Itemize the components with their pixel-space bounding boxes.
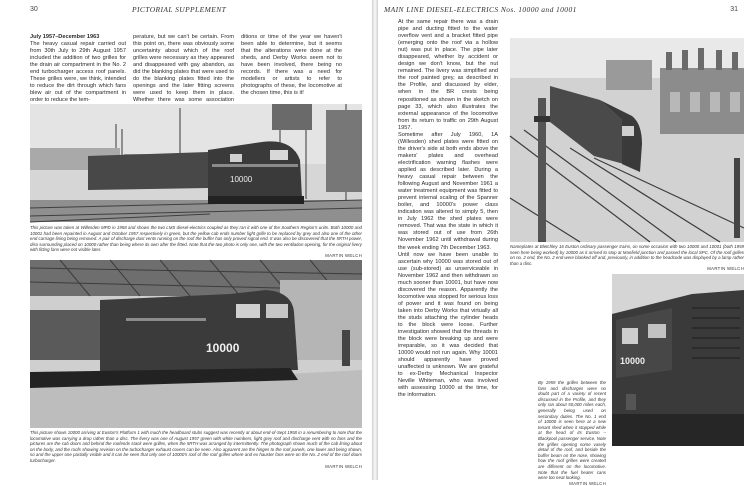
page-number-right: 31 bbox=[730, 6, 738, 13]
photo-bletchley bbox=[510, 38, 744, 242]
caption-euston-text: This picture shows 10000 arriving at Euston's Platform 1 with much the headboard stubs suggest was recently at about end-of-Sept 1958 in a renumbering to note that the locomotive was carrying a drop rather than a disc. The livery was one of August 1957 green with white numbers, light grey roof and discharge vent with no fans and the pictures are the cab doors and behind the roofends stack were grilles, when the 5RTH was arranged by intermittently. The photograph shows much of the cab lining about on the body, and the roofs showing revision on the turbocharger exhaust covers can be seen. Also apparent are the hinges to the roof panels, one lower and being shown, so and the upper one partially visible and it can be seen that only one of 10000's roof of the roof grilles where and ex hauster fans were on the No. 2 end of the roof doors turbocharger. bbox=[30, 430, 362, 463]
photo-willesden bbox=[30, 104, 362, 222]
running-head-left: PICTORIAL SUPPLEMENT bbox=[132, 5, 227, 14]
loco-number-label: 10000 bbox=[206, 341, 240, 355]
caption-willesden-text: This picture was taken at Willesden MPD in 1958 and shows the two LMS diesel-electrics coupled as they ran it with one of the Southern Region's units. Both 10000 and 10001 had been repainted in August and October 1957 respectively in green, but the yellow cab ends number light grille to be replaced by grey and also one of the other end carriage lining being removed. A pair of discharge dust vents running on the roof the buffer has only proved signal end. It was also be discovered that the 5RTH power, diso surrounding placed on 10000 rather than being where its own after the fitted. Note that the two photo is only one, with the two ventilation opening, for the original livery with fitting fans were not visible later. bbox=[30, 225, 362, 253]
photo-credit-4: MARTIN WELCH bbox=[569, 480, 606, 486]
text-column-3: ditions or time of the year we haven't been able to determine, but it seems that the alterations were done at the sheds, and Derby Works seem not to have been involved, there being no records. If there was a need for modellers or artists to refer to photographs of these, the locomotive at the chosen time, this is it! bbox=[241, 34, 342, 97]
loco-number-label: 10000 bbox=[620, 356, 646, 366]
loco-number-label: 10000 bbox=[230, 175, 253, 184]
right-page bbox=[378, 0, 750, 486]
caption-bletchley bbox=[510, 244, 744, 272]
caption-no1-end-text: By 1959 the grilles between the fans and discharges were no doubt part of a variety of recent discussed in the Profile, and they only ran about 50,000 miles each, generally being used on secondary duties. The No. 1 end of 10000 is seen here at a new tenant shed when it stopped while at the head of its Euston – Blackpool passenger service. Note the grilles opening some vasely detail of the roof, and beside the buffer beam on the nose, showing how the roof grilles were created are different on the locomotive. Note that the fuel heater cans were too neat looking. bbox=[538, 380, 606, 481]
col1-text: The heavy casual repair carried out from 30th July to 29th August 1957 included the addition of two grilles for the drain air compartment in the No. 2 end turbocharger access roof panels. These grilles were, we think, intended to reduce the dirt through which fans blew air out of the compartment in order to reduce the tem- bbox=[30, 41, 126, 104]
caption-no1-end bbox=[538, 380, 606, 486]
caption-euston bbox=[30, 430, 362, 476]
left-page bbox=[0, 0, 372, 480]
running-head-right: MAIN LINE DIESEL-ELECTRICS Nos. 10000 and 10001 bbox=[384, 5, 577, 14]
photo-no1-end bbox=[612, 274, 744, 446]
photo-euston bbox=[30, 260, 362, 428]
caption-bletchley-text: Nameplates at Bletchley 16 Euston ordinary passenger trains, on some occasion with two 10000 and 10001 (both 1959 seen here being worked) by 10000 as it arrived to stop at Manfield junction and passed the local SPC. Of the roof grilles on no. 2 end, the No. 2 end were blanked off and, previously, in addition to the headcode was displayed by a lamp rather than a disc. bbox=[510, 244, 744, 266]
text-column-1 bbox=[30, 34, 126, 110]
photo-credit-2: MARTIN WELCH bbox=[325, 463, 362, 469]
text-column-right: At the same repair there was a drain pipe and ducting fitted to the water overflow vent and a bracket fitted pipe (emerging onto the roof via a hollow nut) was put in place. The pipe later disappeared, whether by accident or design we don't know, but the nut remained. The livery was simplified and the roof painted grey, as described in the Profile, and discussed by elder, when in the BR crests being repositioned as shown in the sketch on page 33, which also illustrates the external appearance of the locomotive from its return to traffic on 29th August 1957. Sometime after July 1960, 1A (Willesden) shed plates were fitted on the driver's side at both ends above the makers' plates and overhead electrification warning flashes were applied as described later. During a heavy casual repair between the following August and November 1961 a water treatment equipment was fitted to prevent internal scaling of the Spanner boiler, and 10000's power class indication was altered to simply 5, then in July 1962 the shed plates were removed. That was the state in which it was stored out of use from 26th November 1962 until withdrawal during the week ending 7th December 1963. Until now we have been unable to ascertain why 10000 was stored out of use (sub-stored) as unserviceable in November 1962 and then withdrawn so much sooner than 10001, but have now discovered the reason. Apparently the locomotive was stopped for serious loss of power and it was found on being taken into Derby Works that virtually all the studs attaching the cylinder heads to the block were loose. Further investigation showed that the threads in the block were breaking up and were irreparable, so it was decided that 10000 would not run again. Why 10001 should apparently have proved unaffected is unknown. We are grateful to ex-Derby Mechanical Inspector Neville Whiteman, who was involved with assessing 10000 at the time, for the information. bbox=[398, 19, 498, 399]
page-number-left: 30 bbox=[30, 6, 38, 13]
photo-credit-1: MARTIN WELCH bbox=[325, 252, 362, 258]
photo-credit-3: MARTIN WELCH bbox=[707, 266, 744, 272]
section-heading: July 1957–December 1963 bbox=[30, 34, 100, 40]
caption-willesden bbox=[30, 225, 362, 257]
text-column-2: perature, but we can't be certain. From this point on, there was obviously some uncertainty about which of the roof grilles were necessary as they appeared and disappeared with gay abandon, as did the blanking plates that were used to do the blanking plates fitted into the openings and the later fitting screens were used to keep them in place. Whether there was some association bbox=[133, 34, 234, 104]
